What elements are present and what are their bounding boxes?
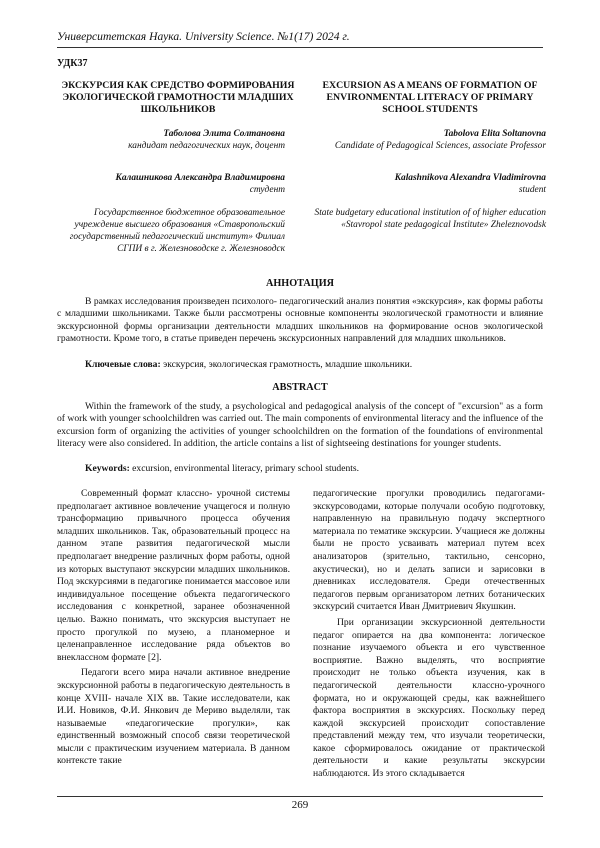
journal-header: Университетская Наука. University Science. №1(17) 2024 г. <box>57 30 350 43</box>
author-name: Таболова Элита Солтановна <box>163 129 285 139</box>
keywords-value: excursion, environmental literacy, primary school students. <box>129 463 360 474</box>
author-name: Tabolova Elita Soltanovna <box>443 129 546 139</box>
author-role: кандидат педагогических наук, доцент <box>128 141 285 151</box>
annotation-heading: АННОТАЦИЯ <box>266 278 334 289</box>
footer-divider <box>57 796 543 797</box>
keywords-label: Ключевые слова: <box>85 359 161 370</box>
author-ru-1 <box>60 128 285 152</box>
affiliation-ru: Государственное бюджетное образовательное учреждение высшего образования «Ставропольский государственный педагогический институт» Филиал СГПИ в г. Железноводске г. Железноводск <box>69 208 285 254</box>
header-divider <box>57 47 543 48</box>
author-name: Kalashnikova Alexandra Vladimirovna <box>394 173 546 183</box>
author-ru-2 <box>60 172 285 196</box>
author-role: Candidate of Pedagogical Sciences, associate Professor <box>334 141 546 151</box>
body-paragraph: Современный формат классно- урочной системы предполагает активное вовлечение учащегося и полную трансформацию привычного процесса обучения младших школьников. Так, образовательный процесс на данном этапе развития педагогической мысли предполагает внедрение различных форм работы, одной из которых выступают экскурсии младших школьников. Под экскурсиями в педагогике понимается массовое или индивидуальное посещение объекта педагогического исследования с конкретной, заранее обозначенной целью. Важно понимать, что экскурсия выступает не просто прогулкой по музею, а планомерное и целенаправленное исследование ряда объектов во внеклассном формате [2]. <box>57 488 290 663</box>
body-paragraph: педагогические прогулки проводились педагогами- экскурсоводами, которые получали особую подготовку, направленную на правильную подачу экспертного материала по тематике экскурсии. Учащиеся же должны были не просто усваивать материал путем всех анализаторов (зрительно, тактильно, сенсорно, акустически), но и делать записи и зарисовки в дневниках исследователя. Среди отечественных педагогов первым организатором летних ботанических экскурсий считается Иван Дмитриевич Якушкин. <box>313 488 545 613</box>
page-number: 269 <box>291 799 309 811</box>
body-paragraph: При организации экскурсионной деятельности педагог опирается на два компонента: логическое познание изучаемого объекта и его чувственное восприятие. Важно выделять, что восприятие происходит не только объекта изучения, как в педагогической деятельности классно-урочного формата, но и окружающей среды, как важнейшего фактора восприятия в экскурсиях. Поскольку перед каждой экскурсией происходит сопоставление представлений между тем, что изучали теоретически, какое сформировалось ожидание от практической деятельности и какие результаты экскурсии наблюдаются. Из этого складывается <box>313 616 545 780</box>
annotation-text: В рамках исследования произведен психолого- педагогический анализ понятия «экскурсия», как формы работы с младшими школьниками. Также были рассмотрены основные компоненты экологической грамотности и влияние экскурсионной формы организации деятельности младших школьников на формирование основ экологической грамотности. Кроме того, в статье приведен перечень экскурсионных направлений для младших школьников. <box>57 296 543 345</box>
keywords-value: экскурсия, экологическая грамотность, младшие школьники. <box>160 359 413 370</box>
author-name: Калашникова Александра Владимировна <box>115 173 285 183</box>
abstract-text: Within the framework of the study, a psychological and pedagogical analysis of the concept of "excursion" as a form of work with younger schoolchildren was carried out. The main components of environmental literacy and the influence of the excursion form of organizing the activities of younger schoolchildren on the formation of the foundations of environmental literacy were also considered. In addition, the article contains a list of sightseeing destinations for younger students. <box>57 401 543 450</box>
abstract-heading: ABSTRACT <box>272 382 328 393</box>
body-left-column <box>57 488 290 771</box>
body-paragraph: Педагоги всего мира начали активное внедрение экскурсионной работы в педагогическую деятельность в конце XVIII- начале XIX вв. Такие исследователи, как И.И. Новиков, Ф.И. Янкович де Мериво выделяли, так называемые «педагогические прогулки», как единственный возможный способ связи теоретической мысли с практическим изучением материала. В данном контексте такие <box>57 667 290 767</box>
author-en-2 <box>313 172 546 196</box>
affiliation-en: State budgetary educational institution of of higher education «Stavropol state pedagogical Institute» Zheleznovodsk <box>314 208 546 230</box>
udk-code: УДК37 <box>57 58 88 69</box>
author-role: student <box>518 185 546 195</box>
body-right-column <box>313 488 545 784</box>
author-role: студент <box>249 185 285 195</box>
abstract-keywords <box>57 463 543 475</box>
title-ru: ЭКСКУРСИЯ КАК СРЕДСТВО ФОРМИРОВАНИЯ ЭКОЛОГИЧЕСКОЙ ГРАМОТНОСТИ МЛАДШИХ ШКОЛЬНИКОВ <box>61 80 295 115</box>
annotation-keywords <box>57 359 543 371</box>
title-en: EXCURSION AS A MEANS OF FORMATION OF ENVIRONMENTAL LITERACY OF PRIMARY SCHOOL STUDENTS <box>322 80 538 115</box>
author-en-1 <box>313 128 546 152</box>
keywords-label: Keywords: <box>85 463 130 474</box>
